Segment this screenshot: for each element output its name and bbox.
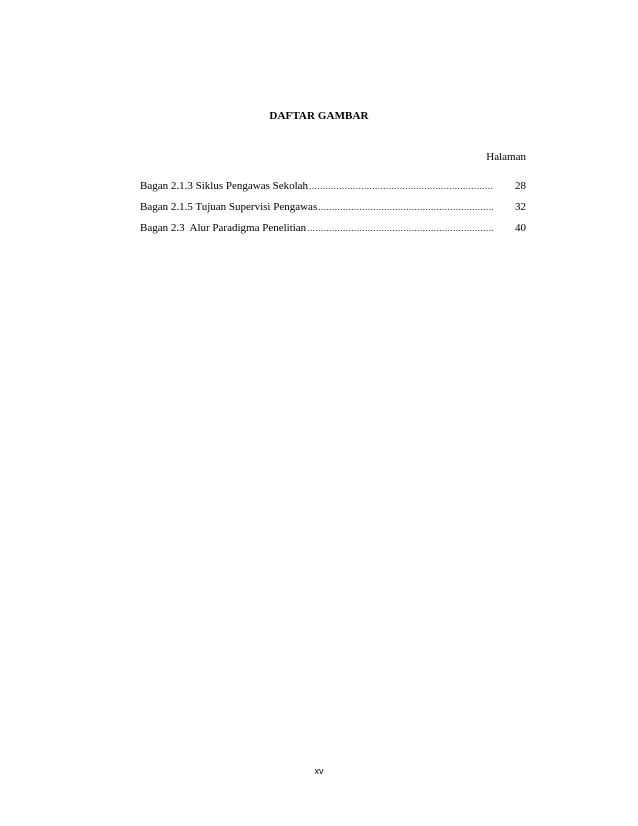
figure-entry-page: 40 bbox=[515, 222, 526, 234]
page-title: DAFTAR GAMBAR bbox=[269, 110, 369, 122]
list-item bbox=[140, 180, 526, 201]
list-item bbox=[140, 222, 526, 243]
dot-leader bbox=[307, 223, 494, 233]
figure-entry-label: Bagan 2.1.3 Siklus Pengawas Sekolah bbox=[140, 180, 309, 192]
dot-leader bbox=[309, 181, 494, 191]
dot-leader bbox=[318, 202, 494, 212]
figure-entry-page: 32 bbox=[515, 201, 526, 213]
figure-entry-label: Bagan 2.3 Alur Paradigma Penelitian bbox=[140, 222, 307, 234]
page-column-header: Halaman bbox=[486, 151, 526, 163]
page-number: xv bbox=[314, 766, 324, 776]
list-item bbox=[140, 201, 526, 222]
figure-entry-page: 28 bbox=[515, 180, 526, 192]
figure-entry-label: Bagan 2.1.5 Tujuan Supervisi Pengawas bbox=[140, 201, 318, 213]
figure-list bbox=[140, 180, 526, 243]
